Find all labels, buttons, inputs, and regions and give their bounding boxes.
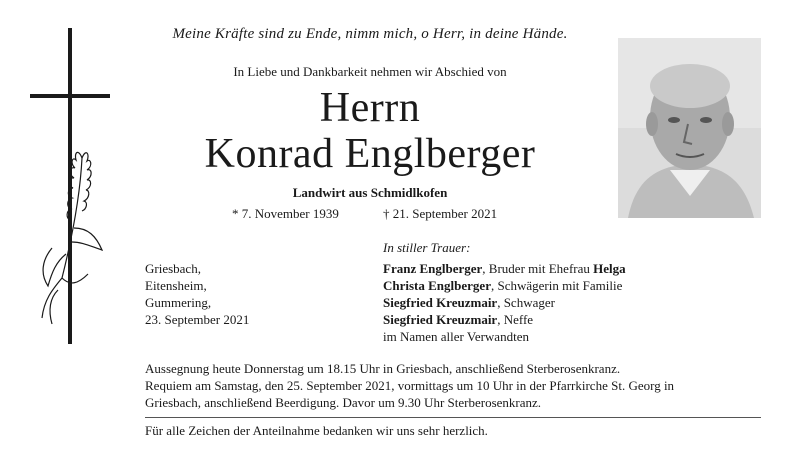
mourner-name: Franz Englberger: [383, 261, 483, 276]
birth-date: * 7. November 1939: [232, 206, 339, 221]
mourner-name: Christa Englberger: [383, 278, 491, 293]
title-salutation: Herrn: [319, 85, 421, 131]
mourner-relation: , Bruder mit Ehefrau: [482, 261, 594, 276]
notice-date: 23. September 2021: [145, 312, 250, 327]
cross-with-wheat-icon: [22, 28, 122, 344]
mourner-line: [383, 311, 626, 328]
portrait-photo-icon: [618, 38, 761, 218]
mourner-line: [383, 294, 626, 311]
mourner-relation: , Schwägerin mit Familie: [490, 278, 623, 293]
place-line: Eitensheim,: [145, 278, 207, 293]
mourner-spouse-name: Helga: [593, 261, 626, 276]
mourner-relation: , Neffe: [497, 312, 534, 327]
portrait-photo: [618, 38, 761, 218]
mourners-list: [383, 260, 626, 345]
mourner-name: Siegfried Kreuzmair: [383, 312, 498, 327]
mourner-line: [383, 328, 626, 345]
service-line: Griesbach, anschließend Beerdigung. Davor um 9.30 Uhr Sterberosenkranz.: [145, 395, 542, 410]
mourner-name: Siegfried Kreuzmair: [383, 295, 498, 310]
place-line: Gummering,: [145, 295, 212, 310]
deceased-name: Konrad Englberger: [204, 131, 536, 177]
mourner-relation: , Schwager: [497, 295, 555, 310]
intro-text: In Liebe und Dankbarkeit nehmen wir Abschied von: [233, 64, 507, 79]
service-line: Requiem am Samstag, den 25. September 2021, vormittags um 10 Uhr in der Pfarrkirche St. Georg in: [145, 378, 675, 393]
motto-verse: Meine Kräfte sind zu Ende, nimm mich, o Herr, in deine Hände.: [172, 26, 568, 42]
place-line: Griesbach,: [145, 261, 201, 276]
mourner-line: [383, 277, 626, 294]
mourner-line: [383, 260, 626, 277]
death-date: † 21. September 2021: [383, 206, 498, 221]
occupation-subtitle: Landwirt aus Schmidlkofen: [292, 185, 448, 200]
mourner-relation: im Namen aller Verwandten: [383, 329, 529, 344]
service-line: Aussegnung heute Donnerstag um 18.15 Uhr in Griesbach, anschließend Sterberosenkranz.: [145, 361, 621, 376]
places-list: [145, 260, 249, 328]
divider: [145, 417, 761, 418]
thanks-text: Für alle Zeichen der Anteilnahme bedanken wir uns sehr herzlich.: [145, 423, 488, 438]
mourning-heading: In stiller Trauer:: [383, 240, 471, 255]
service-info: [145, 360, 765, 411]
